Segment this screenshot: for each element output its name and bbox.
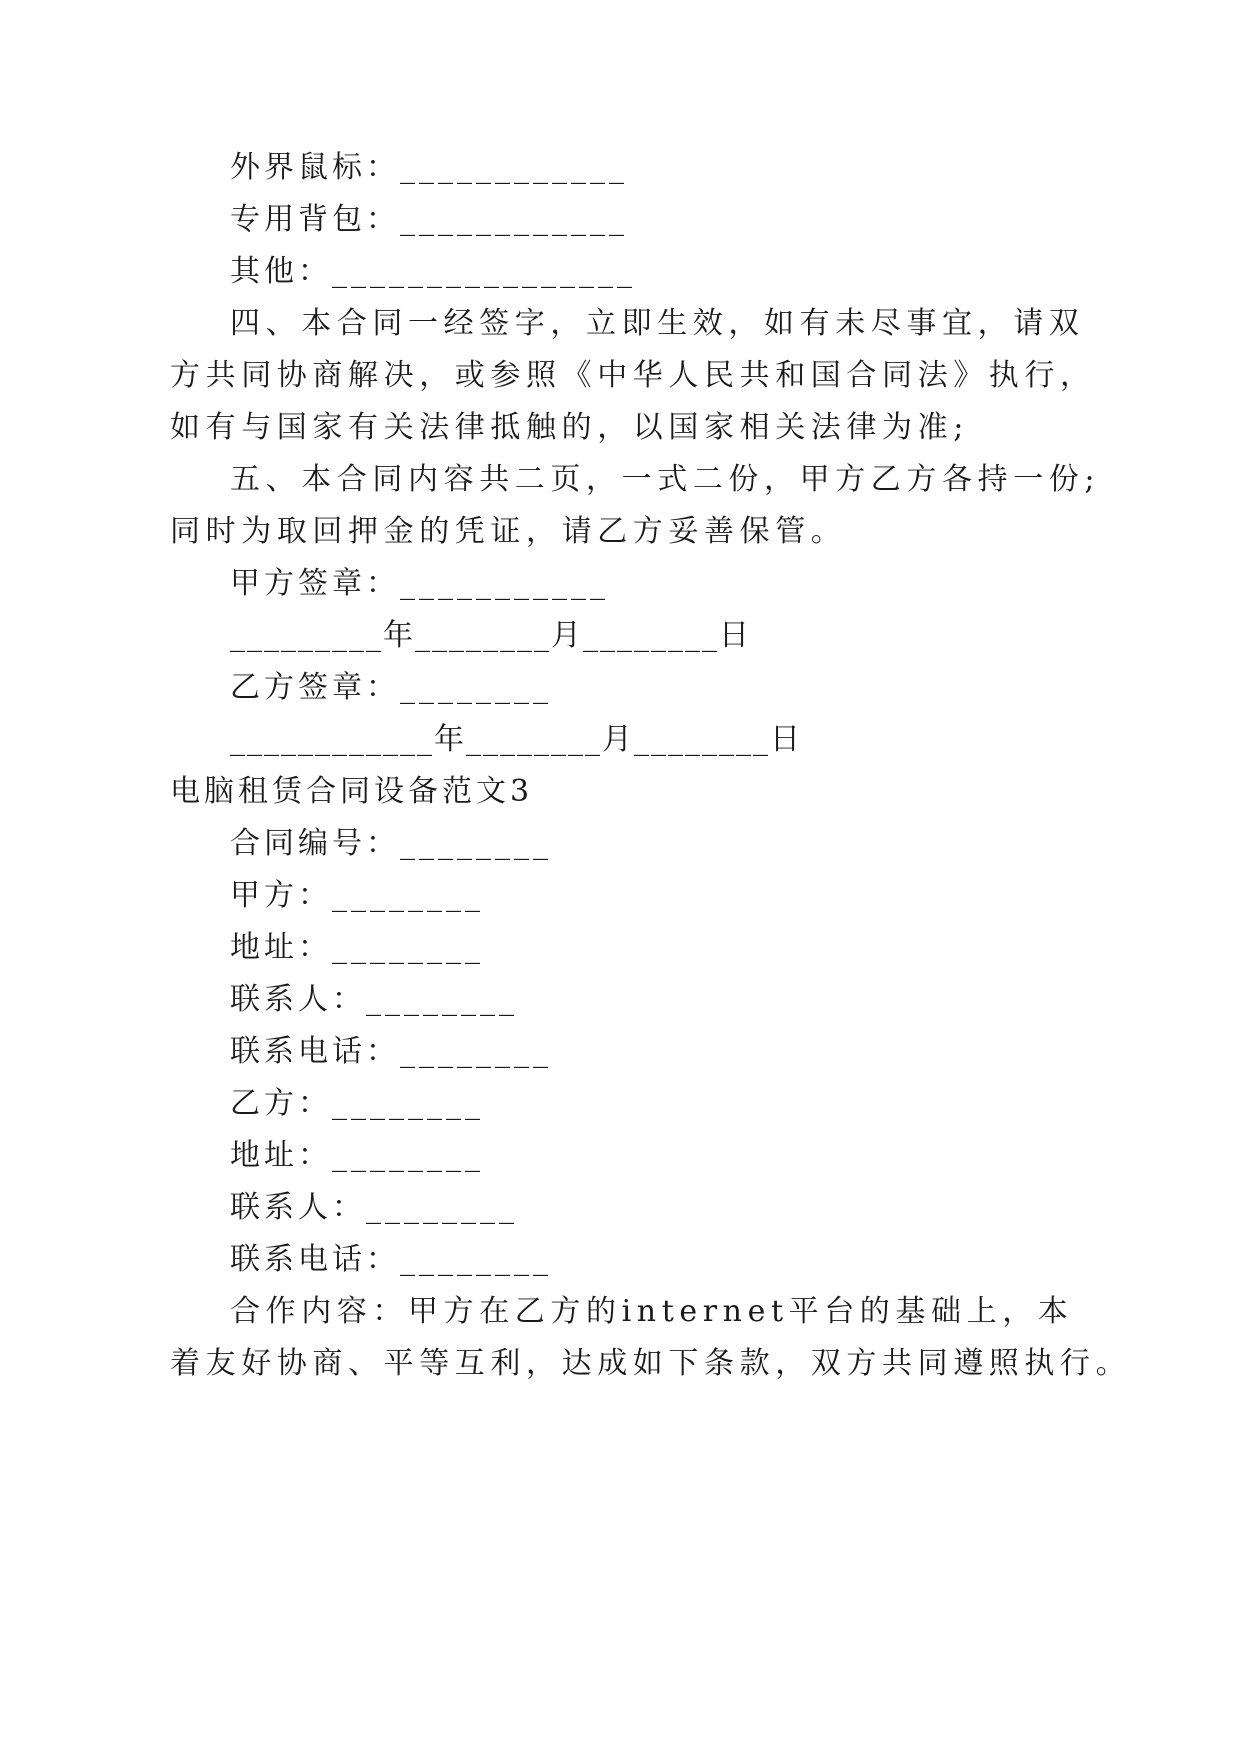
party-b-date: ____________年________月________日 <box>230 722 802 757</box>
party-a-phone: 联系电话：________ <box>230 1034 552 1069</box>
party-a-signature: 甲方签章：___________ <box>230 566 609 601</box>
clause-five-line1: 五、本合同内容共二页，一式二份，甲方乙方各持一份; <box>230 462 1101 497</box>
contract-number: 合同编号：________ <box>230 826 552 861</box>
party-a-date: _________年________月________日 <box>230 618 751 653</box>
party-b-signature: 乙方签章：________ <box>230 670 552 705</box>
party-b-address: 地址：________ <box>230 1138 484 1173</box>
clause-four-line2: 方共同协商解决，或参照《中华人民共和国合同法》执行， <box>170 358 1096 393</box>
party-a-contact: 联系人：________ <box>230 982 518 1017</box>
party-a: 甲方：________ <box>230 878 484 913</box>
clause-four-line3: 如有与国家有关法律抵触的，以国家相关法律为准; <box>170 410 969 445</box>
cooperation-line2: 着友好协商、平等互利，达成如下条款，双方共同遵照执行。 <box>170 1346 1132 1381</box>
party-b: 乙方：________ <box>230 1086 484 1121</box>
item-external-mouse: 外界鼠标：____________ <box>230 150 628 185</box>
party-b-contact: 联系人：________ <box>230 1190 518 1225</box>
party-b-phone: 联系电话：________ <box>230 1242 552 1277</box>
item-other: 其他：________________ <box>230 254 636 289</box>
cooperation-line1: 合作内容：甲方在乙方的internet平台的基础上，本 <box>230 1294 1074 1329</box>
clause-five-line2: 同时为取回押金的凭证，请乙方妥善保管。 <box>170 514 847 549</box>
section-title: 电脑租赁合同设备范文3 <box>170 774 534 809</box>
item-dedicated-bag: 专用背包：____________ <box>230 202 628 237</box>
clause-four-line1: 四、本合同一经签字，立即生效，如有未尽事宜，请双 <box>230 306 1085 341</box>
party-a-address: 地址：________ <box>230 930 484 965</box>
